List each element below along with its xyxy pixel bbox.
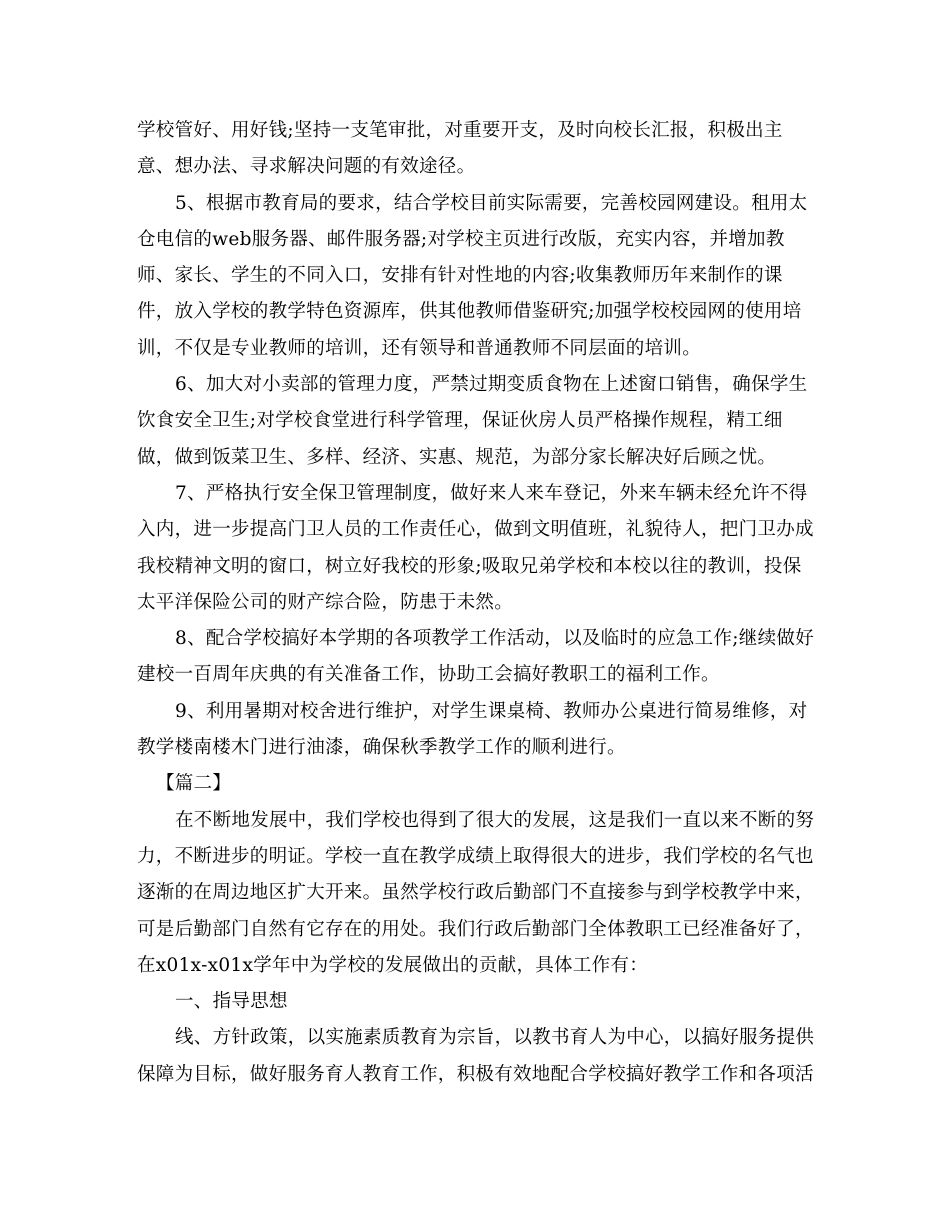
document-body — [137, 113, 817, 1093]
text-line: 可是后勤部门自然有它存在的用处。我们行政后勤部门全体教职工已经准备好了， — [137, 918, 814, 940]
text-line: 建校一百周年庆典的有关准备工作，协助工会搞好教职工的福利工作。 — [137, 664, 720, 686]
text-line: 7、严格执行安全保卫管理制度，做好来人来车登记，外来车辆未经允许不得 — [175, 482, 808, 504]
text-line: 在不断地发展中，我们学校也得到了很大的发展，这是我们一直以来不断的努 — [175, 809, 815, 831]
text-line: 太平洋保险公司的财产综合险，防患于未然。 — [137, 591, 514, 613]
text-line: 逐渐的在周边地区扩大开来。虽然学校行政后勤部门不直接参与到学校教学中来， — [137, 882, 814, 904]
text-line: 力，不断进步的明证。学校一直在教学成绩上取得很大的进步，我们学校的名气也 — [137, 845, 814, 867]
text-line: 线、方针政策，以实施素质教育为宗旨，以教书育人为中心，以搞好服务提供 — [175, 1027, 815, 1049]
text-line: 师、家长、学生的不同入口，安排有针对性地的内容;收集教师历年来制作的课 — [137, 265, 783, 287]
text-line: 件，放入学校的教学特色资源库，供其他教师借鉴研究;加强学校校园网的使用培 — [137, 301, 802, 323]
text-line: 8、配合学校搞好本学期的各项教学工作活动，以及临时的应急工作;继续做好 — [175, 628, 815, 650]
text-line: 做，做到饭菜卫生、多样、经济、实惠、规范，为部分家长解决好后顾之忧。 — [137, 446, 777, 468]
text-line: 教学楼南楼木门进行油漆，确保秋季教学工作的顺利进行。 — [137, 737, 626, 759]
text-line: 仓电信的web服务器、邮件服务器;对学校主页进行改版，充实内容，并增加教 — [137, 228, 785, 250]
text-line: 5、根据市教育局的要求，结合学校目前实际需要，完善校园网建设。租用太 — [175, 192, 808, 214]
text-line: 训，不仅是专业教师的培训，还有领导和普通教师不同层面的培训。 — [137, 337, 702, 359]
subsection-heading: 一、指导思想 — [175, 991, 288, 1013]
text-line: 入内，进一步提高门卫人员的工作责任心，做到文明值班，礼貌待人，把门卫办成 — [137, 519, 814, 541]
text-line: 6、加大对小卖部的管理力度，严禁过期变质食物在上述窗口销售，确保学生 — [175, 374, 808, 396]
text-line: 意、想办法、寻求解决问题的有效途径。 — [137, 156, 476, 178]
text-line: 保障为目标，做好服务育人教育工作，积极有效地配合学校搞好教学工作和各项活 — [137, 1063, 814, 1085]
text-line: 我校精神文明的窗口，树立好我校的形象;吸取兄弟学校和本校以往的教训，投保 — [137, 555, 802, 577]
text-line: 饮食安全卫生;对学校食堂进行科学管理，保证伙房人员严格操作规程，精工细 — [137, 410, 783, 432]
text-line: 9、利用暑期对校舍进行维护，对学生课桌椅、教师办公桌进行简易维修，对 — [175, 700, 808, 722]
section-heading: 【篇二】 — [156, 773, 232, 795]
text-line: 学校管好、用好钱;坚持一支笔审批，对重要开支，及时向校长汇报，积极出主 — [137, 120, 783, 141]
text-line: 在x01x-x01x学年中为学校的发展做出的贡献，具体工作有： — [137, 954, 649, 976]
